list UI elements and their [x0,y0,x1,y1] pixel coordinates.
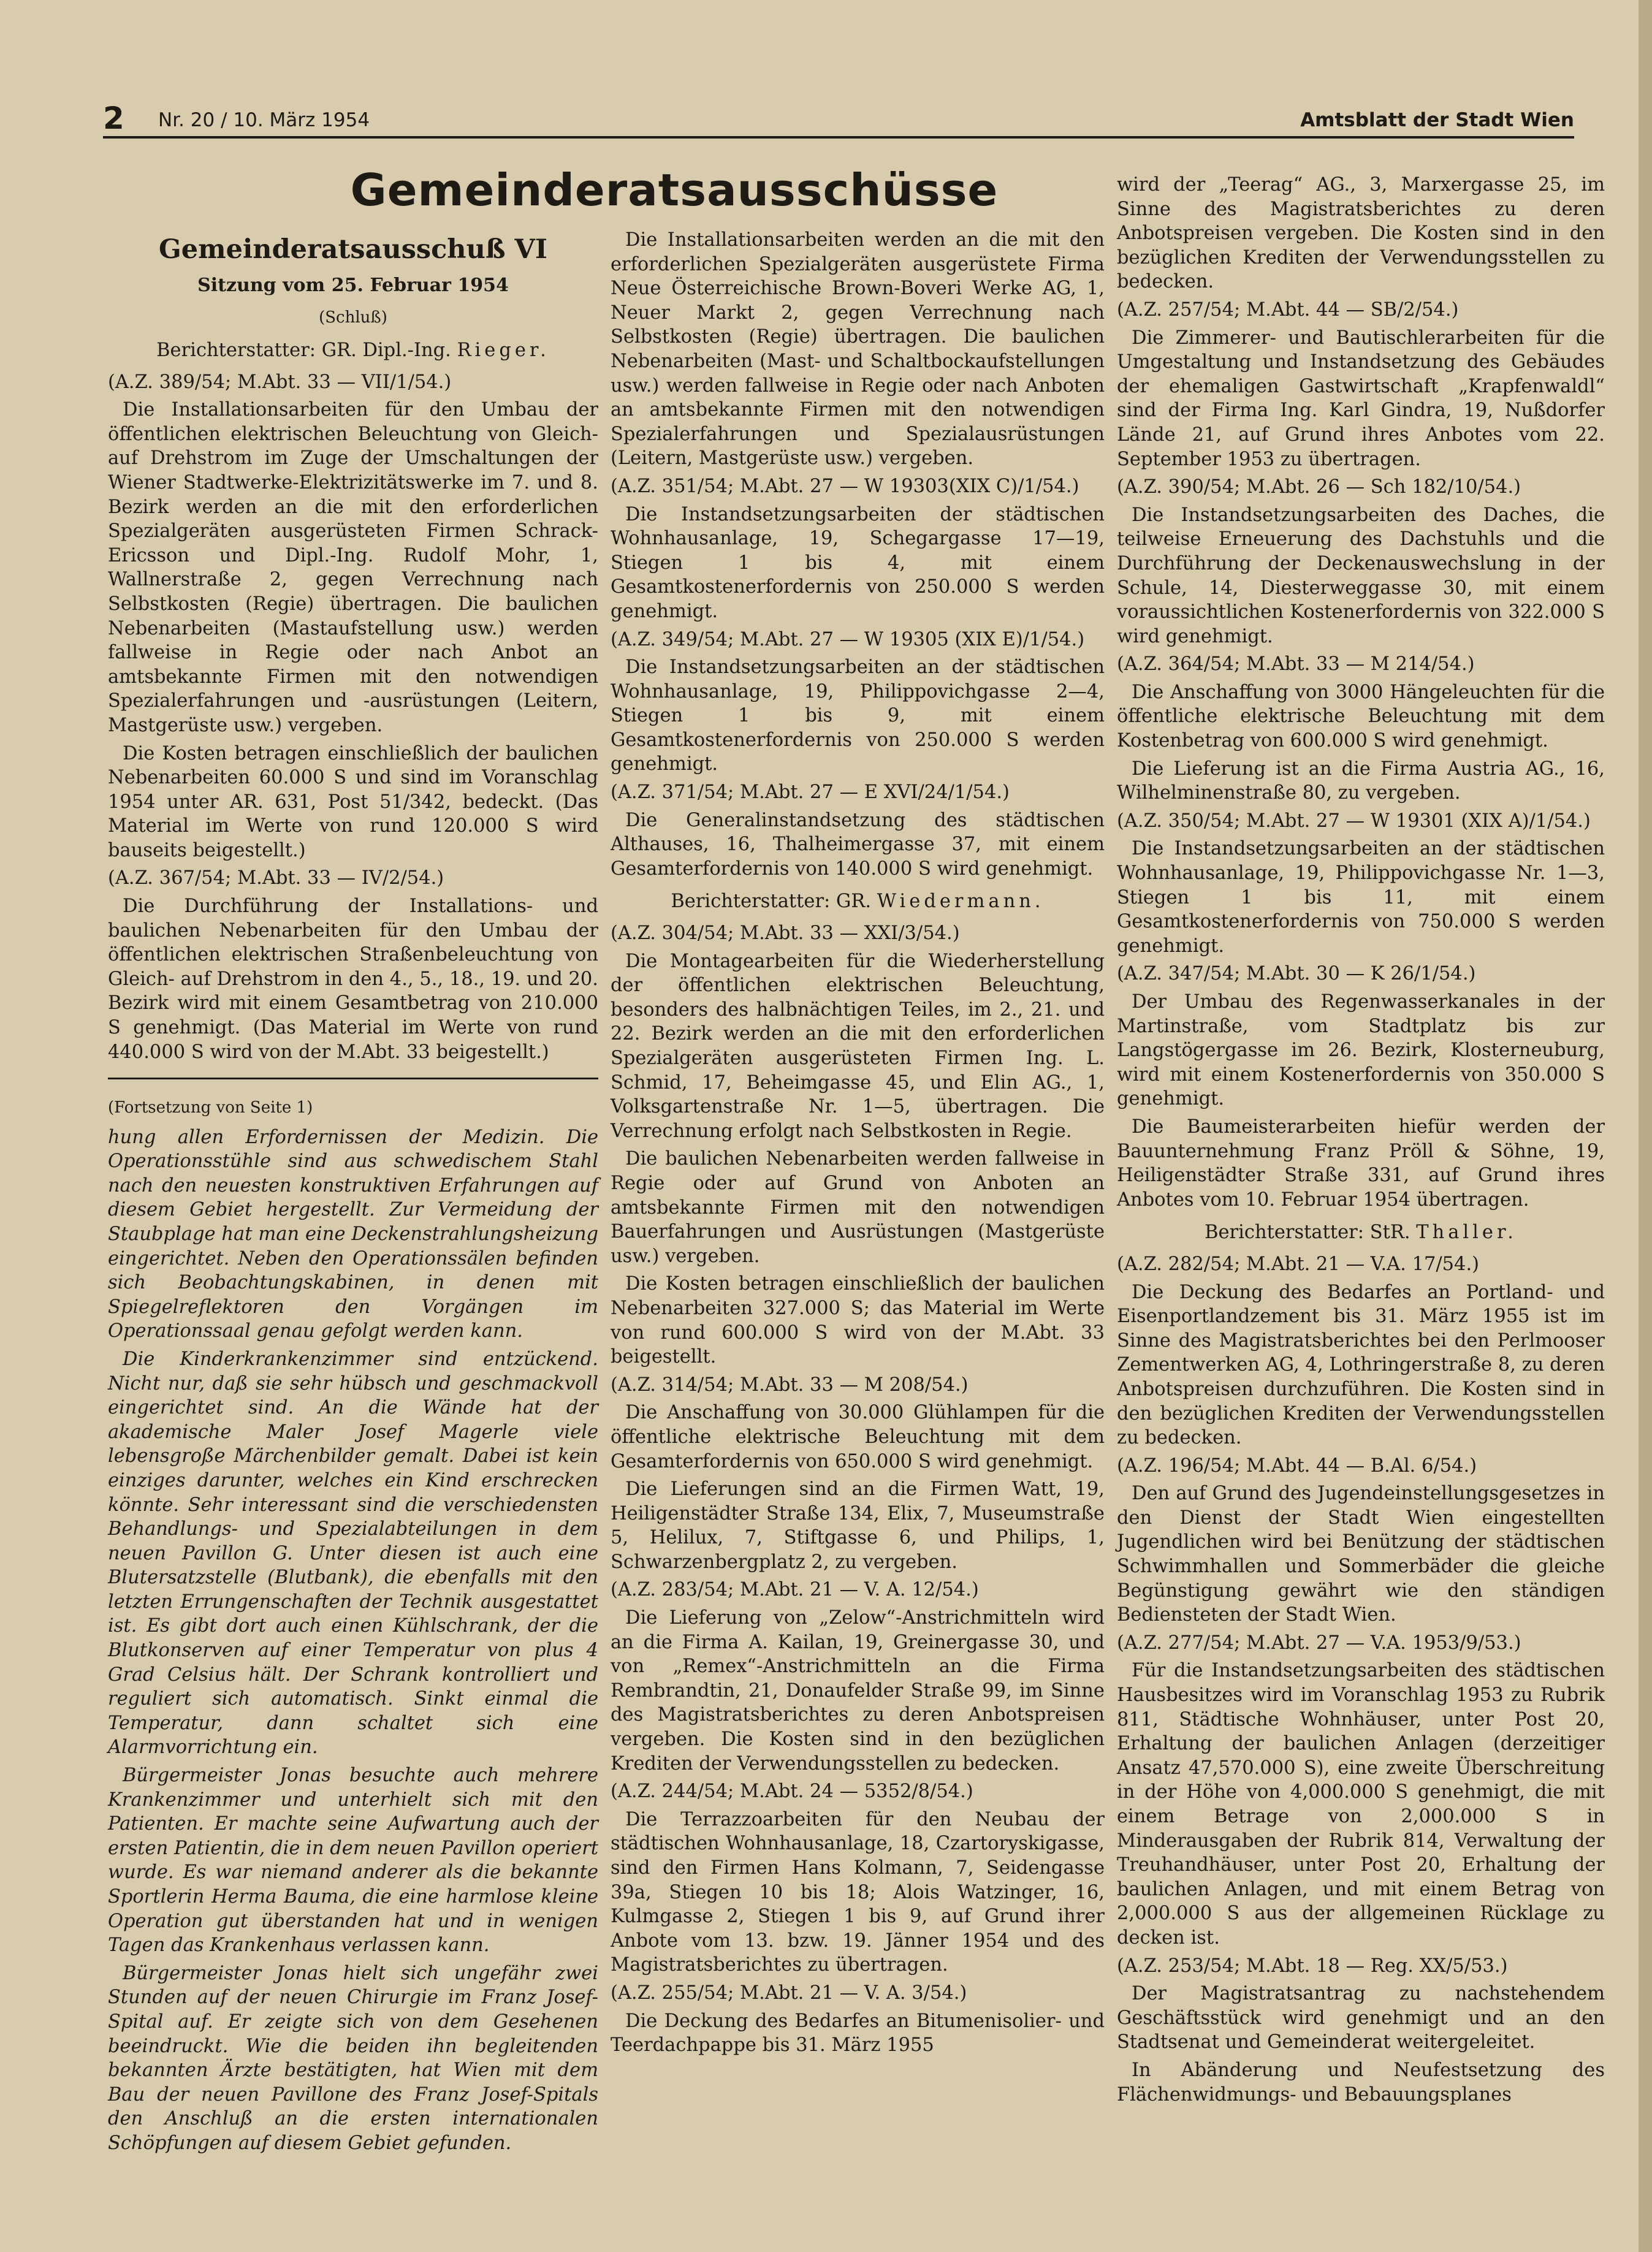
column-1-continuation [108,1096,598,2159]
az-reference: (A.Z. 390/54; M.Abt. 26 — Sch 182/10/54.) [1117,476,1521,498]
reporter-line [611,889,1105,914]
page-number: 2 [103,101,124,136]
paragraph: Der Umbau des Regenwasserkanales in der Martinstraße, vom Stadtplatz bis zur Langstögergasse im 26. Bezirk, Klosterneuburg, wird mit einem Kostenerfordernis von 350.000 S genehmigt. [1117,991,1605,1110]
reporter-name: Thaller. [1416,1222,1517,1244]
paragraph: Den auf Grund des Jugendeinstellungsgesetzes in den Dienst der Stadt Wien eingestellten Jugendlichen wird bei Benützung der städtischen Schwimmhallen und Sommerbäder die gleiche Begünstigung gewährt wie den ständigen Bediensteten der Stadt Wien. [1117,1483,1605,1626]
az-reference: (A.Z. 255/54; M.Abt. 21 — V. A. 3/54.) [611,1982,967,2004]
paragraph: Die baulichen Nebenarbeiten werden fallweise in Regie oder auf Grund von Anboten an amtsbekannte Firmen mit den notwendigen Bauerfahrungen und Ausrüstungen (Mastgerüste usw.) vergeben. [611,1148,1105,1267]
paragraph: Der Magistratsantrag zu nachstehendem Geschäftsstück wird genehmigt und an den Stadtsenat und Gemeinderat weitergeleitet. [1117,1983,1605,2053]
paragraph: Die Anschaffung von 3000 Hängeleuchten für die öffentliche elektrische Beleuchtung mit dem Kostenbetrag von 600.000 S wird genehmigt. [1117,681,1605,752]
main-title: Gemeinderatsausschüsse [350,164,999,216]
reporter-name: Rieger. [457,340,550,361]
paragraph: hung allen Erfordernissen der Medizin. Die Operationsstühle sind aus schwedischem Stahl nach den neuesten konstruktiven Erfahrungen auf diesem Gebiet hergestellt. Zur Vermeidung der Staubplage hat man eine Deckenstrahlungsheizung eingerichtet. Neben den Operationssälen befinden sich Beobachtungskabinen, in denen mit Spiegelreflektoren den Vorgängen im Operationssaal genau gefolgt werden kann. [108,1126,598,1342]
reporter-line [108,338,598,363]
column-1 [108,234,598,1068]
reporter-prefix: Berichterstatter: GR. Dipl.-Ing. [156,340,451,361]
az-reference: (A.Z. 367/54; M.Abt. 33 — IV/2/54.) [108,867,444,889]
az-reference: (A.Z. 314/54; M.Abt. 33 — M 208/54.) [611,1374,969,1396]
az-reference: (A.Z. 277/54; M.Abt. 27 — V.A. 1953/9/53.) [1117,1632,1521,1654]
paragraph: Die Baumeisterarbeiten hiefür werden der Bauunternehmung Franz Pröll & Söhne, 19, Heiligenstädter Straße 331, auf Grund ihres Anbotes vom 10. Februar 1954 übertragen. [1117,1116,1605,1211]
paragraph: Bürgermeister Jonas hielt sich ungefähr zwei Stunden auf der neuen Chirurgie im Franz Josef-Spital auf. Er zeigte sich von dem Gesehenen beeindruckt. Wie die beiden ihn begleitenden bekannten Ärzte bestätigten, hat Wien mit dem Bau der neuen Pavillone des Franz Josef-Spitals den Anschluß an die ersten internationalen Schöpfungen auf diesem Gebiet gefunden. [108,1962,598,2154]
page-header [103,101,1574,137]
az-reference: (A.Z. 283/54; M.Abt. 21 — V. A. 12/54.) [611,1579,979,1601]
paragraph: Für die Instandsetzungsarbeiten des städtischen Hausbesitzes wird im Voranschlag 1953 zu Rubrik 811, Städtische Wohnhäuser, unter Post 20, Erhaltung der baulichen Anlagen (derzeitiger Ansatz 47,570.000 S), eine zweite Überschreitung in der Höhe von 4,000.000 S genehmigt, die mit einem Betrage von 2,000.000 S in Minderausgaben der Rubrik 814, Verwaltung der Treuhandhäuser, unter Post 20, Erhaltung der baulichen Anlagen, und mit einem Betrag von 2,000.000 S aus der allgemeinen Rücklage zu decken ist. [1117,1660,1605,1949]
az-reference: (A.Z. 349/54; M.Abt. 27 — W 19305 (XIX E)/1/54.) [611,628,1085,650]
az-reference: (A.Z. 253/54; M.Abt. 18 — Reg. XX/5/53.) [1117,1955,1508,1977]
paragraph: Die Instandsetzungsarbeiten an der städtischen Wohnhausanlage, 19, Philippovichgasse Nr. 1—3, Stiegen 1 bis 11, mit einem Gesamtkostenerfordernis von 750.000 S werden genehmigt. [1117,838,1605,957]
az-reference: (A.Z. 196/54; M.Abt. 44 — B.Al. 6/54.) [1117,1455,1477,1477]
az-reference: (A.Z. 389/54; M.Abt. 33 — VII/1/54.) [108,371,452,393]
gazette-name: Amtsblatt der Stadt Wien [1300,109,1574,131]
paragraph: Die Instandsetzungsarbeiten des Daches, die teilweise Erneuerung des Dachstuhls und die Durchführung der Deckenauswechslung in der Schule, 14, Diesterweggasse 30, mit einem voraussichtlichen Kostenerfordernis von 322.000 S wird genehmigt. [1117,504,1605,647]
az-reference: (A.Z. 371/54; M.Abt. 27 — E XVI/24/1/54.) [611,782,1010,804]
paragraph: Die Kinderkrankenzimmer sind entzückend. Nicht nur, daß sie sehr hübsch und geschmackvoll eingerichtet sind. An die Wände hat der akademische Maler Josef Magerle viele lebensgroße Märchenbilder gemalt. Dabei ist kein einziges darunter, welches ein Kind erschrecken könnte. Sehr interessant sind die verschiedensten Behandlungs- und Spezialabteilungen in dem neuen Pavillon G. Unter diesen ist auch eine Blutersatzstelle (Blutbank), die ebenfalls mit den letzten Errungenschaften der Technik ausgestattet ist. Es gibt dort auch einen Kühlschrank, der die Blutkonserven auf einer Temperatur von plus 4 Grad Celsius hält. Der Schrank kontrolliert und reguliert sich automatisch. Sinkt einmal die Temperatur, dann schaltet sich eine Alarmvorrichtung ein. [108,1348,598,1759]
paragraph: Die Anschaffung von 30.000 Glühlampen für die öffentliche elektrische Beleuchtung mit dem Gesamterfordernis von 650.000 S wird genehmigt. [611,1402,1105,1472]
paragraph: Die Durchführung der Installations- und baulichen Nebenarbeiten für den Umbau der öffentlichen elektrischen Straßenbeleuchtung von Gleich- auf Drehstrom in den 4., 5., 18., 19. und 20. Bezirk wird mit einem Gesamtbetrag von 210.000 S genehmigt. (Das Material im Werte von rund 440.000 S wird von der M.Abt. 33 beigestellt.) [108,896,598,1063]
reporter-line [1117,1220,1605,1245]
paragraph: Die Lieferungen sind an die Firmen Watt, 19, Heiligenstädter Straße 134, Elix, 7, Museumstraße 5, Helilux, 7, Stiftgasse 6, und Philips, 1, Schwarzenbergplatz 2, zu vergeben. [611,1478,1105,1573]
page-edge [1639,0,1652,2252]
az-reference: (A.Z. 257/54; M.Abt. 44 — SB/2/54.) [1117,299,1459,321]
paragraph: Die Installationsarbeiten für den Umbau der öffentlichen elektrischen Beleuchtung von Gleich- auf Drehstrom im Zuge der Umschaltungen der Wiener Stadtwerke-Elektrizitätswerke im 7. und 8. Bezirk werden an die mit den erforderlichen Spezialgeräten ausgerüsteten Firmen Schrack-Ericsson und Dipl.-Ing. Rudolf Mohr, 1, Wallnerstraße 2, gegen Verrechnung nach Selbstkosten (Regie) übertragen. Die baulichen Nebenarbeiten (Mastaufstellung usw.) werden fallweise in Regie oder nach Anbot an amtsbekannte Firmen mit den notwendigen Spezialerfahrungen und -ausrüstungen (Leitern, Mastgerüste usw.) vergeben. [108,399,598,736]
paragraph: Die Deckung des Bedarfes an Bitumenisolier- und Teerdachpappe bis 31. März 1955 [611,2010,1105,2056]
az-reference: (A.Z. 351/54; M.Abt. 27 — W 19303(XIX C)/1/54.) [611,475,1079,497]
paragraph: Die Kosten betragen einschließlich der baulichen Nebenarbeiten 327.000 S; das Material im Werte von rund 600.000 S wird von der M.Abt. 33 beigestellt. [611,1273,1105,1368]
column-3 [1117,173,1605,2110]
paragraph: Die Instandsetzungsarbeiten an der städtischen Wohnhausanlage, 19, Philippovichgasse 2—4, Stiegen 1 bis 9, mit einem Gesamtkostenerfordernis von 250.000 S werden genehmigt. [611,656,1105,775]
continuation-note: (Fortsetzung von Seite 1) [108,1098,313,1117]
paragraph: Die Deckung des Bedarfes an Portland- und Eisenportlandzement bis 31. März 1955 ist im Sinne des Magistratsberichtes bei den Perlmooser Zementwerken AG, 4, Lothringerstraße 8, zu deren Anbotspreisen durchzuführen. Die Kosten sind in den bezüglichen Krediten der Verwendungsstellen zu bedecken. [1117,1281,1605,1449]
reporter-name: Wiedermann. [877,891,1045,913]
paragraph: Die Instandsetzungsarbeiten der städtischen Wohnhausanlage, 19, Schegargasse 17—19, Stiegen 1 bis 4, mit einem Gesamtkostenerfordernis von 250.000 S werden genehmigt. [611,503,1105,622]
az-reference: (A.Z. 364/54; M.Abt. 33 — M 214/54.) [1117,653,1475,675]
column-divider [108,1078,598,1079]
paragraph: Die Terrazzoarbeiten für den Neubau der städtischen Wohnhausanlage, 18, Czartoryskigasse, sind den Firmen Hans Kolmann, 7, Seidengasse 39a, Stiegen 10 bis 18; Alois Watzinger, 16, Kulmgasse 2, Stiegen 1 bis 9, auf Grund ihrer Anbote vom 13. bzw. 19. Jänner 1954 und des Magistratsberichtes zu übertragen. [611,1808,1105,1976]
reporter-prefix: Berichterstatter: StR. [1205,1222,1410,1244]
header-rule [103,136,1574,139]
paragraph: Die Lieferung von „Zelow“-Anstrichmitteln wird an die Firma A. Kailan, 19, Greinergasse 30, und von „Remex“-Anstrichmitteln an die Firma Rembrandtin, 21, Donaufelder Straße 99, im Sinne des Magistratsberichtes zu deren Anbotspreisen vergeben. Die Kosten sind in den bezüglichen Krediten der Verwendungsstellen zu bedecken. [611,1607,1105,1775]
paragraph: Die Kosten betragen einschließlich der baulichen Nebenarbeiten 60.000 S und sind im Voranschlag 1954 unter AR. 631, Post 51/342, bedeckt. (Das Material im Werte von rund 120.000 S wird bauseits beigestellt.) [108,742,598,861]
paragraph: wird der „Teerag“ AG., 3, Marxergasse 25, im Sinne des Magistratsberichtes zu deren Anbotspreisen vergeben. Die Kosten sind in den bezüglichen Krediten der Verwendungsstellen zu bedecken. [1117,174,1605,293]
paragraph: Bürgermeister Jonas besuchte auch mehrere Krankenzimmer und unterhielt sich mit den Patienten. Er machte seine Aufwartung auch der ersten Patientin, die in dem neuen Pavillon operiert wurde. Es war niemand anderer als die bekannte Sportlerin Herma Bauma, die eine harmlose kleine Operation gut überstanden hat und in wenigen Tagen das Krankenhaus verlassen kann. [108,1765,598,1957]
paragraph: Die Generalinstandsetzung des städtischen Althauses, 16, Thalheimergasse 37, mit einem Gesamterfordernis von 140.000 S wird genehmigt. [611,809,1105,880]
az-reference: (A.Z. 347/54; M.Abt. 30 — K 26/1/54.) [1117,963,1476,985]
column-2 [611,228,1105,2061]
az-reference: (A.Z. 244/54; M.Abt. 24 — 5352/8/54.) [611,1781,973,1803]
reporter-prefix: Berichterstatter: GR. [671,891,872,913]
az-reference: (A.Z. 350/54; M.Abt. 27 — W 19301 (XIX A)/1/54.) [1117,810,1591,832]
paragraph: Die Installationsarbeiten werden an die mit den erforderlichen Spezialgeräten ausgerüstete Firma Neue Österreichische Brown-Boveri Werke AG, 1, Neuer Markt 2, gegen Verrechnung nach Selbstkosten (Regie) übertragen. Die baulichen Nebenarbeiten (Mast- und Schaltbockaufstellungen usw.) werden fallweise in Regie oder nach Anboten an amtsbekannte Firmen mit den notwendigen Spezialerfahrungen und Spezialausrüstungen (Leitern, Mastgerüste usw.) vergeben. [611,229,1105,470]
paragraph: Die Montagearbeiten für die Wiederherstellung der öffentlichen elektrischen Beleuchtung, besonders des halbnächtigen Teiles, im 2., 21. und 22. Bezirk werden an die mit den erforderlichen Spezialgeräten ausgerüsteten Firmen Ing. L. Schmid, 17, Beheimgasse 45, und Elin AG., 1, Volksgartenstraße Nr. 1—5, übertragen. Die Verrechnung erfolgt nach Selbstkosten in Regie. [611,950,1105,1142]
az-reference: (A.Z. 282/54; M.Abt. 21 — V.A. 17/54.) [1117,1253,1480,1275]
paragraph: In Abänderung und Neufestsetzung des Flächenwidmungs- und Bebauungsplanes [1117,2059,1605,2106]
issue-line: Nr. 20 / 10. März 1954 [158,109,370,131]
paragraph: Die Lieferung ist an die Firma Austria AG., 16, Wilhelminenstraße 80, zu vergeben. [1117,758,1605,804]
section-subtitle: Sitzung vom 25. Februar 1954 [197,275,509,296]
section-title: Gemeinderatsausschuß VI [159,234,547,265]
paragraph: Die Zimmerer- und Bautischlerarbeiten für die Umgestaltung und Instandsetzung des Gebäudes der ehemaligen Gastwirtschaft „Krapfenwaldl“ sind der Firma Ing. Karl Gindra, 19, Nußdorfer Lände 21, auf Grund ihres Anbotes vom 22. September 1953 zu übertragen. [1117,327,1605,470]
section-note: (Schluß) [319,308,387,327]
az-reference: (A.Z. 304/54; M.Abt. 33 — XXI/3/54.) [611,922,960,945]
